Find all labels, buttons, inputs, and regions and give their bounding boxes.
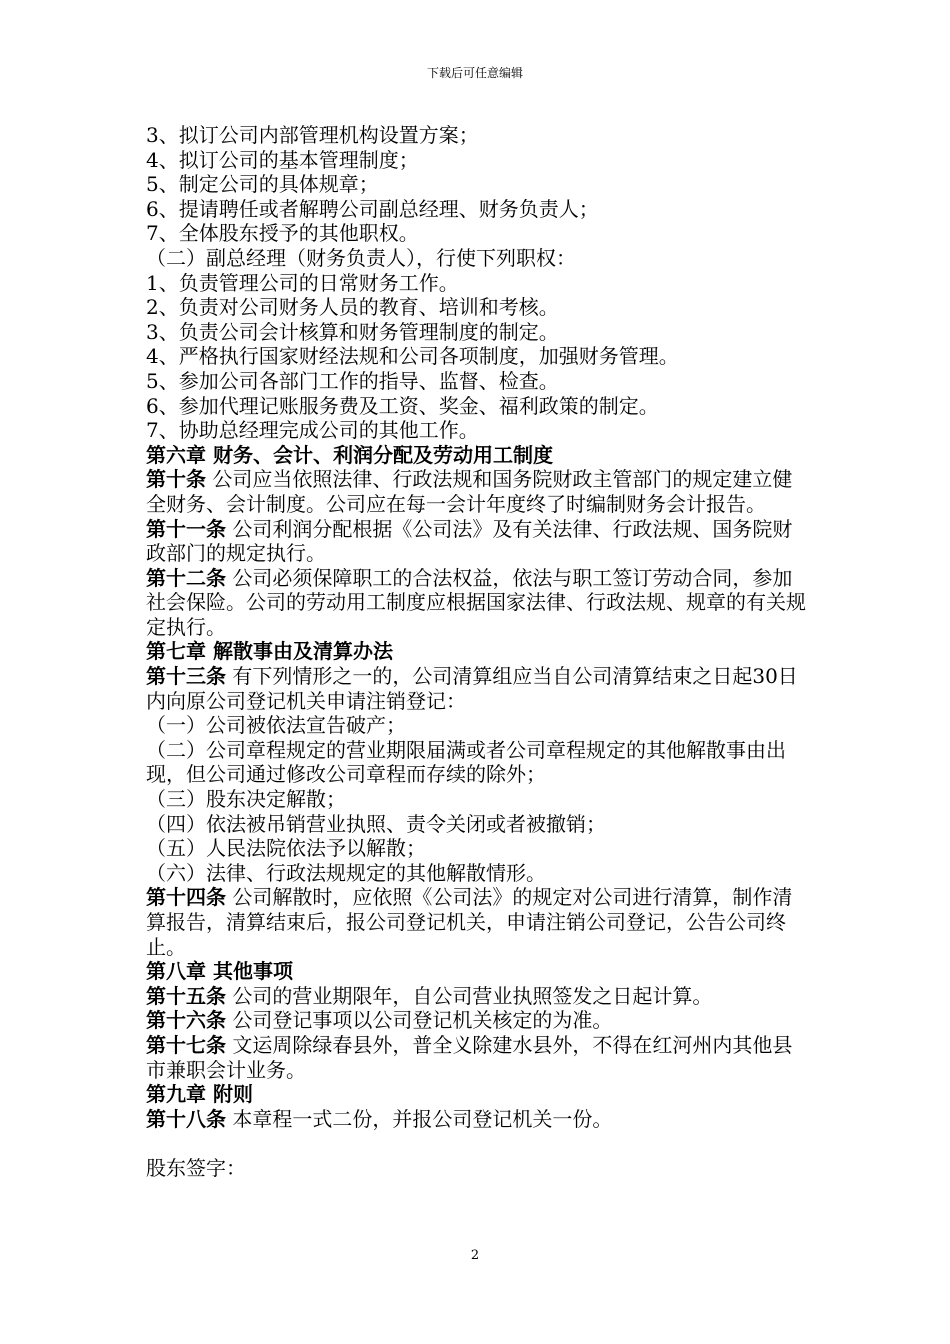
article-text: 公司登记事项以公司登记机关核定的为准。: [226, 1008, 613, 1033]
article-12: [146, 566, 811, 640]
list-item: 5、参加公司各部门工作的指导、监督、检查。: [146, 368, 559, 393]
article-label: 第十二条: [146, 565, 226, 590]
article-10: [146, 467, 811, 516]
article-label: 第十七条: [146, 1032, 226, 1057]
list-item: （五）人民法院依法予以解散；: [146, 836, 426, 861]
article-text: 本章程一式二份，并报公司登记机关一份。: [226, 1106, 613, 1131]
list-item: （一）公司被依法宣告破产；: [146, 713, 406, 738]
chapter-6-title: 第六章 财务、会计、利润分配及劳动用工制度: [146, 442, 553, 467]
article-text: 公司解散时，应依照《公司法》的规定对公司进行清算，制作清算报告，清算结束后，报公司登记机关，申请注销公司登记，公告公司终止。: [146, 885, 793, 959]
article-label: 第十八条: [146, 1106, 226, 1131]
list-item: 5、制定公司的具体规章；: [146, 172, 379, 197]
list-item: 4、严格执行国家财经法规和公司各项制度，加强财务管理。: [146, 344, 679, 369]
list-item: 1、负责管理公司的日常财务工作。: [146, 270, 459, 295]
list-item: 7、全体股东授予的其他职权。: [146, 221, 419, 246]
article-label: 第十四条: [146, 885, 226, 910]
list-item: （四）依法被吊销营业执照、责令关闭或者被撤销；: [146, 811, 606, 836]
article-text: 有下列情形之一的，公司清算组应当自公司清算结束之日起30日内向原公司登记机关申请注销登记：: [146, 664, 798, 713]
article-label: 第十条: [146, 467, 206, 492]
list-item: （二）公司章程规定的营业期限届满或者公司章程规定的其他解散事由出现，但公司通过修改公司章程而存续的除外；: [146, 737, 786, 787]
list-item: （六）法律、行政法规规定的其他解散情形。: [146, 860, 546, 885]
article-14: [146, 885, 811, 959]
article-11: [146, 517, 811, 566]
list-item: 7、协助总经理完成公司的其他工作。: [146, 418, 479, 443]
list-item: 3、拟订公司内部管理机构设置方案；: [146, 123, 479, 147]
article-17: [146, 1033, 811, 1082]
list-item: 6、参加代理记账服务费及工资、奖金、福利政策的制定。: [146, 393, 659, 418]
article-text: 公司应当依照法律、行政法规和国务院财政主管部门的规定建立健全财务、会计制度。公司应在每一会计年度终了时编制财务会计报告。: [146, 467, 793, 516]
document-body: [146, 123, 811, 1181]
article-label: 第十三条: [146, 664, 226, 689]
article-text: 文运周除绿春县外，普全义除建水县外，不得在红河州内其他县市兼职会计业务。: [146, 1032, 793, 1082]
article-label: 第十五条: [146, 983, 226, 1008]
list-item: 4、拟订公司的基本管理制度；: [146, 147, 419, 172]
section-heading: （二）副总经理（财务负责人），行使下列职权：: [146, 245, 576, 270]
article-16: [146, 1008, 811, 1033]
article-18: [146, 1107, 811, 1132]
page-header: 下载后可任意编辑: [426, 66, 523, 80]
article-label: 第十一条: [146, 516, 226, 541]
signature-line: 股东签字：: [146, 1155, 246, 1180]
article-label: 第十六条: [146, 1008, 226, 1033]
list-item: （三）股东决定解散；: [146, 787, 346, 812]
article-13: [146, 664, 811, 713]
list-item: 2、负责对公司财务人员的教育、培训和考核。: [146, 295, 559, 320]
article-text: 公司利润分配根据《公司法》及有关法律、行政法规、国务院财政部门的规定执行。: [146, 516, 793, 566]
article-15: [146, 984, 811, 1009]
page-number: 2: [470, 1248, 480, 1263]
chapter-9-title: 第九章 附则: [146, 1082, 253, 1107]
article-text: 公司的营业期限年，自公司营业执照签发之日起计算。: [226, 983, 713, 1008]
article-text: 公司必须保障职工的合法权益，依法与职工签订劳动合同，参加社会保险。公司的劳动用工制度应根据国家法律、行政法规、规章的有关规定执行。: [146, 565, 806, 639]
chapter-7-title: 第七章 解散事由及清算办法: [146, 639, 393, 664]
list-item: 6、提请聘任或者解聘公司副总经理、财务负责人；: [146, 196, 599, 221]
blank-line: [146, 1131, 811, 1156]
chapter-8-title: 第八章 其他事项: [146, 959, 293, 984]
list-item: 3、负责公司会计核算和财务管理制度的制定。: [146, 319, 559, 344]
